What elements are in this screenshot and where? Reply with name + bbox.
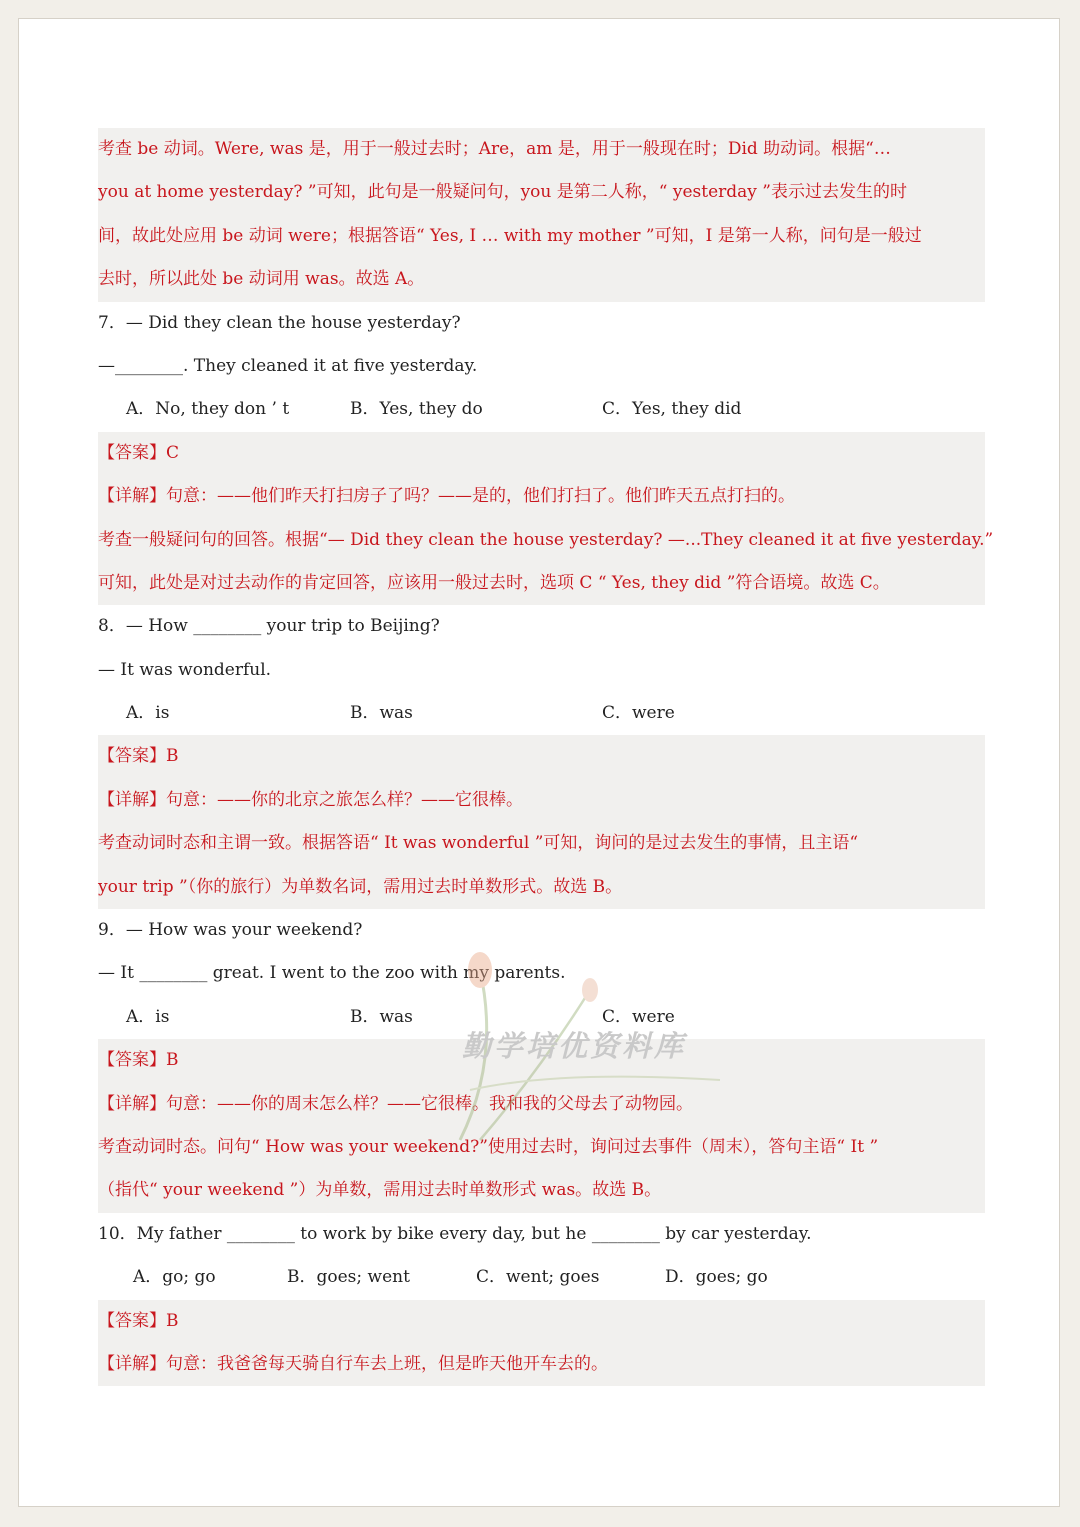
question-reply: — It was wonderful. bbox=[98, 659, 272, 680]
explanation-line: you at home yesterday? ”可知，此句是一般疑问句，you 是第二人称，“ yesterday ”表示过去发生的时 bbox=[98, 182, 907, 203]
answer-line: 【答案】B bbox=[98, 1310, 179, 1331]
question-stem: 8．— How ________ your trip to Beijing? bbox=[98, 616, 440, 637]
explanation-line: your trip ”（你的旅行）为单数名词，需用过去时单数形式。故选 B。 bbox=[98, 876, 623, 897]
explanation-box-q8 bbox=[98, 735, 985, 909]
question-7 bbox=[98, 302, 985, 432]
answer-line: 【答案】B bbox=[98, 746, 179, 767]
option-b: B．Yes, they do bbox=[350, 399, 483, 420]
question-stem: 7．— Did they clean the house yesterday? bbox=[98, 312, 461, 333]
option-a: A．go; go bbox=[133, 1267, 216, 1288]
option-a: A．is bbox=[126, 1006, 170, 1027]
option-a: A．No, they don ’ t bbox=[126, 399, 290, 420]
option-c: C．went; goes bbox=[476, 1267, 600, 1288]
answer-line: 【答案】C bbox=[98, 442, 180, 463]
watermark-text: 勤学培优资料库 bbox=[462, 1029, 687, 1063]
explanation-line: 【详解】句意：——他们昨天打扫房子了吗？——是的，他们打扫了。他们昨天五点打扫的。 bbox=[98, 486, 795, 507]
explanation-line: 考查 be 动词。Were, was 是，用于一般过去时；Are，am 是，用于一般现在时；Did 助动词。根据“… bbox=[98, 139, 891, 159]
explanation-line: 【详解】句意：——你的周末怎么样？——它很棒。我和我的父母去了动物园。 bbox=[98, 1093, 693, 1114]
explanation-line: 考查动词时态和主谓一致。根据答语“ It was wonderful ”可知，询问的是过去发生的事情，且主语“ bbox=[98, 833, 859, 854]
option-d: D．goes; go bbox=[665, 1267, 768, 1288]
option-a: A．is bbox=[126, 703, 170, 724]
option-b: B．was bbox=[350, 703, 413, 724]
question-10 bbox=[98, 1213, 985, 1300]
explanation-box-q9 bbox=[98, 1039, 985, 1213]
worksheet-content bbox=[98, 128, 994, 1386]
option-c: C．were bbox=[602, 1006, 675, 1027]
explanation-line: 考查动词时态。问句“ How was your weekend?”使用过去时，询问过去事件（周末），答句主语“ It ” bbox=[98, 1136, 879, 1157]
option-b: B．goes; went bbox=[287, 1267, 410, 1288]
explanation-line: 去时，所以此处 be 动词用 was。故选 A。 bbox=[98, 269, 425, 290]
option-c: C．Yes, they did bbox=[602, 399, 742, 420]
explanation-line: 间，故此处应用 be 动词 were；根据答语“ Yes, I … with my mother ”可知，I 是第一人称，问句是一般过 bbox=[98, 225, 922, 246]
explanation-line: 可知，此处是对过去动作的肯定回答，应该用一般过去时，选项 C “ Yes, they did ”符合语境。故选 C。 bbox=[98, 572, 890, 593]
explanation-box-q7 bbox=[98, 432, 994, 606]
answer-line: 【答案】B bbox=[98, 1050, 179, 1071]
explanation-line: （指代“ your weekend ”）为单数，需用过去时单数形式 was。故选 B。 bbox=[98, 1180, 662, 1201]
explanation-box-q10 bbox=[98, 1300, 985, 1387]
explanation-line: 【详解】句意：我爸爸每天骑自行车去上班，但是昨天他开车去的。 bbox=[98, 1353, 608, 1374]
question-8 bbox=[98, 605, 985, 735]
option-c: C．were bbox=[602, 703, 675, 724]
options-row bbox=[98, 1256, 985, 1299]
options-row bbox=[98, 692, 985, 735]
question-stem: 9．— How was your weekend? bbox=[98, 920, 363, 941]
question-reply: —________. They cleaned it at five yesterday. bbox=[98, 355, 478, 376]
explanation-box-q6 bbox=[98, 128, 985, 302]
option-b: B．was bbox=[350, 1006, 413, 1027]
question-stem: 10．My father ________ to work by bike every day, but he ________ by car yesterday. bbox=[98, 1223, 812, 1244]
explanation-line: 【详解】句意：——你的北京之旅怎么样？——它很棒。 bbox=[98, 789, 523, 810]
explanation-line: 考查一般疑问句的回答。根据“— Did they clean the house yesterday? —...They cleaned it at five yesterday.” bbox=[98, 529, 994, 550]
options-row bbox=[98, 388, 985, 431]
question-9 bbox=[98, 909, 985, 1039]
question-reply: — It ________ great. I went to the zoo with my parents. bbox=[98, 963, 566, 984]
